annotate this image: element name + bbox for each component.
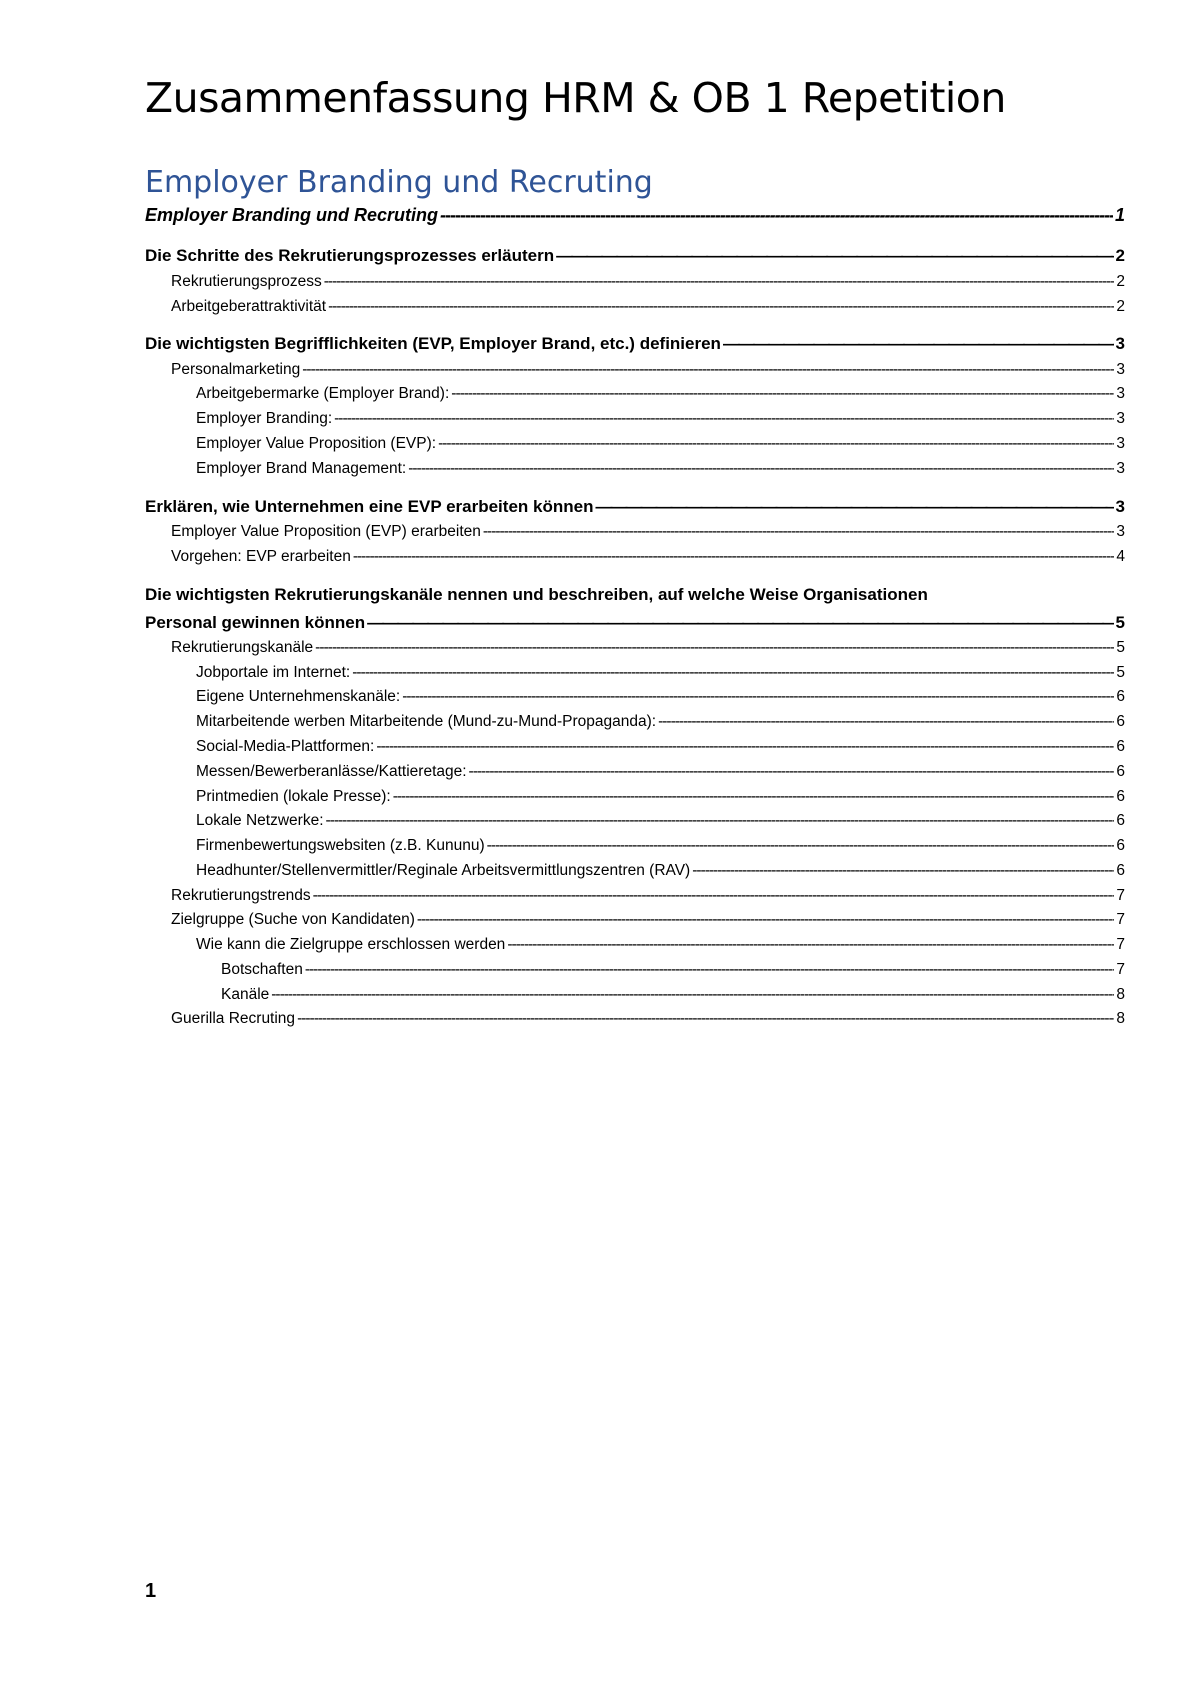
toc-entry[interactable]: Erklären, wie Unternehmen eine EVP erarbeiten können ————— 3 xyxy=(145,497,1125,517)
toc-entry[interactable]: Wie kann die Zielgruppe erschlossen werden ----- 7 xyxy=(196,936,1125,954)
toc-entry[interactable]: Messen/Bewerberanlässe/Kattieretage: ----- 6 xyxy=(196,763,1125,781)
section-heading: Employer Branding und Recruting xyxy=(145,165,653,200)
toc-entry[interactable]: Employer Branding und Recruting ----- 1 xyxy=(145,205,1125,226)
toc-entry[interactable]: Firmenbewertungswebsiten (z.B. Kununu) ----- 6 xyxy=(196,837,1125,855)
toc-entry[interactable]: Jobportale im Internet: ----- 5 xyxy=(196,664,1125,682)
toc-entry[interactable]: Employer Brand Management: ----- 3 xyxy=(196,460,1125,478)
toc-entry[interactable]: Arbeitgeberattraktivität ----- 2 xyxy=(171,298,1125,316)
toc-entry[interactable]: Vorgehen: EVP erarbeiten ----- 4 xyxy=(171,548,1125,566)
toc-entry[interactable]: Personalmarketing ----- 3 xyxy=(171,361,1125,379)
toc-entry[interactable]: Rekrutierungskanäle ----- 5 xyxy=(171,639,1125,657)
toc-entry[interactable]: Lokale Netzwerke: ----- 6 xyxy=(196,812,1125,830)
toc-entry[interactable]: Die wichtigsten Begrifflichkeiten (EVP, Employer Brand, etc.) definieren ————— 3 xyxy=(145,334,1125,354)
toc-entry[interactable]: Mitarbeitende werben Mitarbeitende (Mund-zu-Mund-Propaganda): ----- 6 xyxy=(196,713,1125,731)
page-number: 1 xyxy=(145,1580,157,1602)
toc-entry[interactable]: Employer Value Proposition (EVP) erarbeiten ----- 3 xyxy=(171,523,1125,541)
toc-entry[interactable]: Die Schritte des Rekrutierungsprozesses erläutern ————— 2 xyxy=(145,246,1125,266)
toc-entry[interactable]: Social-Media-Plattformen: ----- 6 xyxy=(196,738,1125,756)
toc-entry[interactable]: Kanäle ----- 8 xyxy=(221,986,1125,1004)
toc-entry[interactable]: Headhunter/Stellenvermittler/Reginale Arbeitsvermittlungszentren (RAV) ----- 6 xyxy=(196,862,1125,880)
toc-entry[interactable]: Personal gewinnen können ————— 5 xyxy=(145,613,1125,633)
toc-entry[interactable]: Rekrutierungsprozess ----- 2 xyxy=(171,273,1125,291)
toc-entry-line1[interactable]: Die wichtigsten Rekrutierungskanäle nennen und beschreiben, auf welche Weise Organisationen xyxy=(145,585,928,604)
toc-entry[interactable]: Rekrutierungstrends ----- 7 xyxy=(171,887,1125,905)
toc-entry[interactable]: Eigene Unternehmenskanäle: ----- 6 xyxy=(196,688,1125,706)
toc-entry[interactable]: Arbeitgebermarke (Employer Brand): ----- 3 xyxy=(196,385,1125,403)
document-title: Zusammenfassung HRM & OB 1 Repetition xyxy=(145,74,1006,122)
toc-entry[interactable]: Employer Branding: ----- 3 xyxy=(196,410,1125,428)
toc-entry[interactable]: Printmedien (lokale Presse): ----- 6 xyxy=(196,788,1125,806)
toc-entry[interactable]: Employer Value Proposition (EVP): ----- 3 xyxy=(196,435,1125,453)
toc-entry[interactable]: Zielgruppe (Suche von Kandidaten) ----- 7 xyxy=(171,911,1125,929)
toc-entry[interactable]: Guerilla Recruting ----- 8 xyxy=(171,1010,1125,1028)
toc-entry[interactable]: Botschaften ----- 7 xyxy=(221,961,1125,979)
